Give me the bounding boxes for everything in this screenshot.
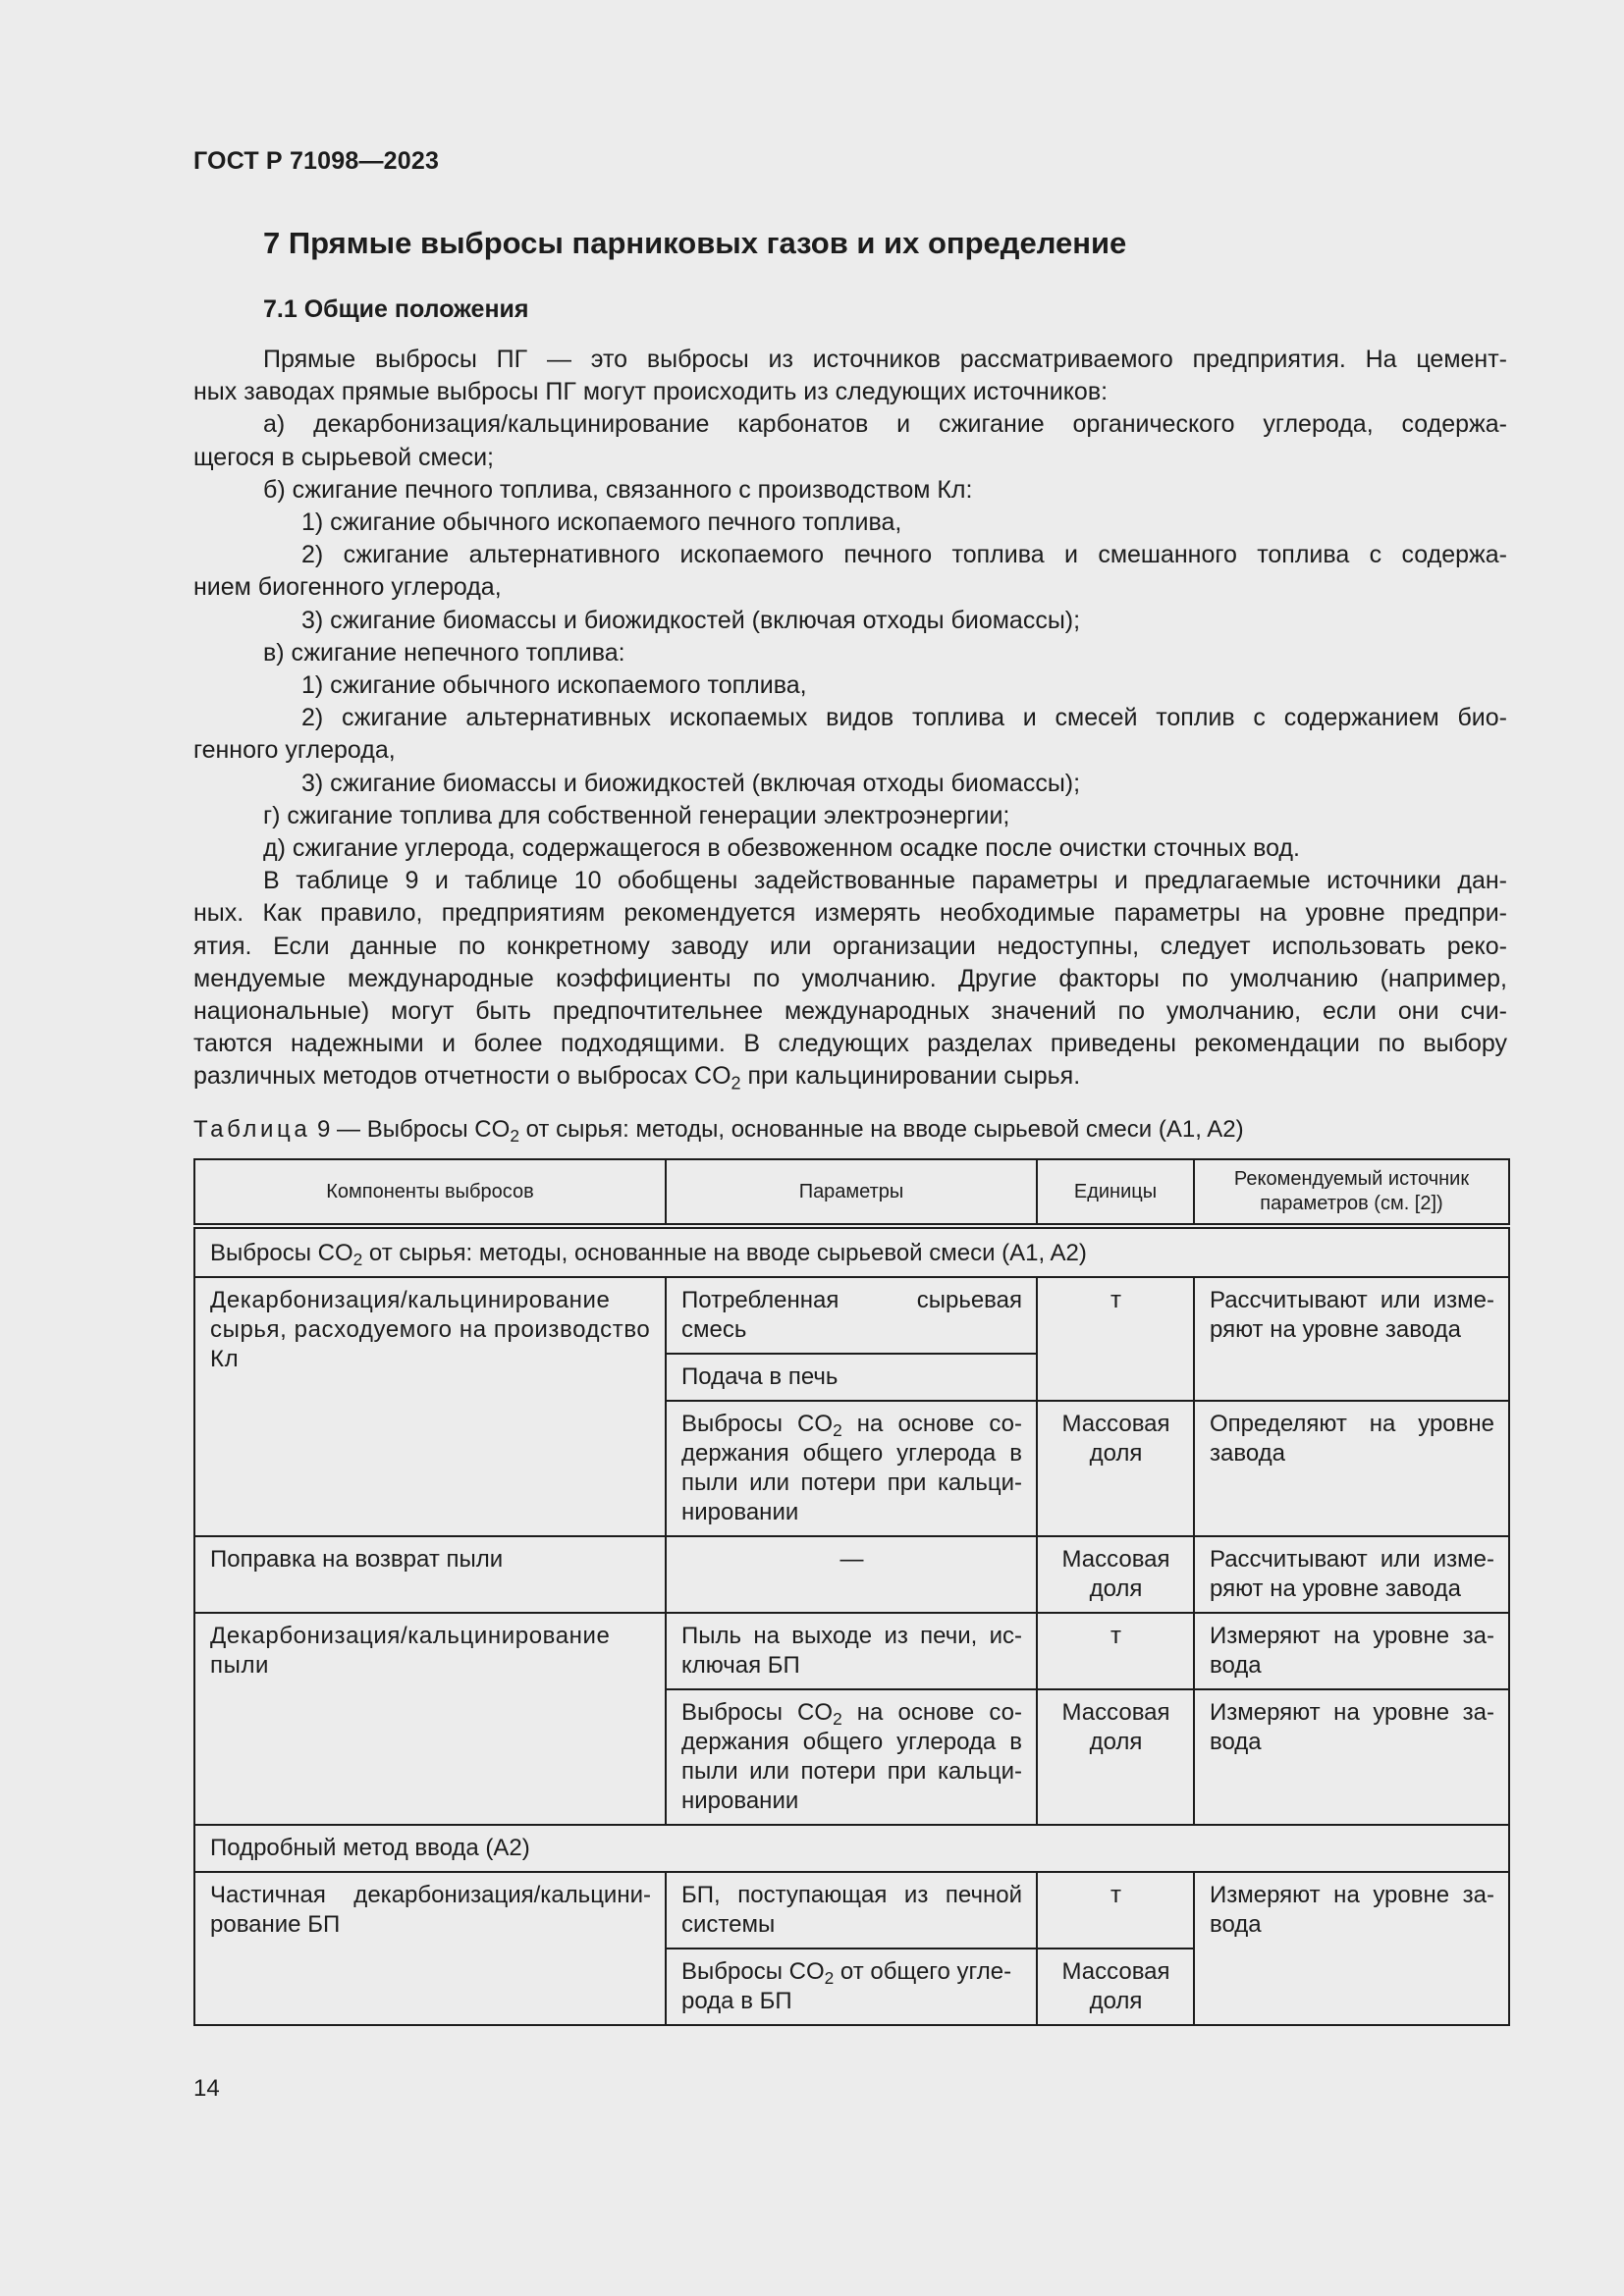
unit-cell: Массовая доля [1037, 1949, 1194, 2025]
list-item-a: а) декарбонизация/кальцинирование карбонатов и сжигание органического углерода, содержа- [263, 410, 1507, 439]
parameter-cell: Подача в печь [666, 1354, 1037, 1401]
source-cell: Измеряют на уровне за-вода [1194, 1872, 1509, 2025]
parameter-cell: Потребленная сырьевая смесь [666, 1277, 1037, 1354]
list-item-c1: 1) сжигание обычного ископаемого топлива, [301, 671, 807, 700]
parameter-cell [666, 1949, 1037, 2025]
unit-cell: Массовая доля [1037, 1536, 1194, 1613]
page-number: 14 [193, 2075, 220, 2102]
list-item-b2-cont: нием биогенного углерода, [193, 573, 502, 602]
header-parameters: Параметры [666, 1159, 1037, 1226]
paragraph-line: национальные) могут быть предпочтительнее международных значений по умолчанию, если они счи- [193, 997, 1507, 1026]
table-caption-label: Таблица [193, 1116, 311, 1143]
table-caption-dash: — [337, 1116, 361, 1143]
table-row [194, 1872, 1509, 1949]
table-row [194, 1277, 1509, 1354]
parameter-cell: Пыль на выходе из печи, ис-ключая БП [666, 1613, 1037, 1689]
list-item-c2-cont: генного углерода, [193, 736, 396, 765]
header-components: Компоненты выбросов [194, 1159, 666, 1226]
text-run: от общего угле-рода в БП [681, 1958, 1012, 2014]
table-span-row [194, 1226, 1509, 1277]
paragraph-line: таются надежными и более подходящими. В следующих разделах приведены рекомендации по выбору [193, 1030, 1507, 1058]
subscript: 2 [833, 1709, 842, 1730]
unit-cell: т [1037, 1872, 1194, 1949]
list-item-c: в) сжигание непечного топлива: [263, 638, 625, 667]
component-cell: Частичная декарбонизация/кальцини-рование БП [194, 1872, 666, 2025]
subscript: 2 [510, 1126, 519, 1147]
subscript: 2 [731, 1073, 741, 1094]
span-row-cell [194, 1226, 1509, 1277]
source-cell: Измеряют на уровне за-вода [1194, 1689, 1509, 1825]
unit-cell: Массовая доля [1037, 1689, 1194, 1825]
list-item-b: б) сжигание печного топлива, связанного с производством Кл: [263, 475, 973, 504]
source-cell: Рассчитывают или изме-ряют на уровне завода [1194, 1536, 1509, 1613]
component-cell: Декарбонизация/кальцинирование пыли [194, 1613, 666, 1825]
text-run: при кальцинировании сырья. [740, 1062, 1081, 1091]
paragraph-line: мендуемые международные коэффициенты по умолчанию. Другие факторы по умолчанию (например, [193, 964, 1507, 992]
source-cell: Рассчитывают или изме-ряют на уровне завода [1194, 1277, 1509, 1401]
emissions-table [193, 1158, 1510, 2026]
list-item-a-cont: щегося в сырьевой смеси; [193, 443, 494, 471]
parameter-cell [666, 1401, 1037, 1536]
running-header: ГОСТ Р 71098—2023 [193, 147, 440, 175]
subscript: 2 [824, 1968, 835, 1989]
paragraph-line: ных заводах прямые выбросы ПГ могут происходить из следующих источников: [193, 378, 1109, 406]
parameter-cell: БП, поступающая из печной системы [666, 1872, 1037, 1949]
unit-cell: т [1037, 1277, 1194, 1401]
table-row [194, 1536, 1509, 1613]
component-cell: Поправка на возврат пыли [194, 1536, 666, 1613]
header-units: Единицы [1037, 1159, 1194, 1226]
text-run: Выбросы CO [681, 1958, 825, 1985]
header-source-line: параметров (см. [2]) [1260, 1193, 1443, 1214]
list-item-c2: 2) сжигание альтернативных ископаемых видов топлива и смесей топлив с содержанием био- [301, 704, 1507, 732]
list-item-c3: 3) сжигание биомассы и биожидкостей (включая отходы биомассы); [301, 769, 1081, 797]
paragraph-line: ятия. Если данные по конкретному заводу или организации недоступны, следует использовать реко- [193, 932, 1507, 960]
text-run: на основе со-держания общего углерода в пыли или потери при кальци-нировании [681, 1699, 1022, 1814]
header-source-line: Рекомендуемый источник [1233, 1168, 1470, 1190]
list-item-b1: 1) сжигание обычного ископаемого печного топлива, [301, 508, 902, 537]
table-caption [193, 1116, 1244, 1147]
paragraph-line: ных. Как правило, предприятиям рекомендуется измерять необходимые параметры на уровне предпри- [193, 899, 1507, 928]
table-caption-number: 9 [316, 1116, 331, 1143]
text-run: Выбросы CO [681, 1699, 834, 1726]
unit-cell: Массовая доля [1037, 1401, 1194, 1536]
span-row-cell: Подробный метод ввода (A2) [194, 1825, 1509, 1872]
table-span-row [194, 1825, 1509, 1872]
unit-cell: т [1037, 1613, 1194, 1689]
text-run: от сырья: методы, основанные на вводе сырьевой смеси (A1, A2) [518, 1116, 1244, 1143]
header-source [1194, 1159, 1509, 1226]
parameter-cell [666, 1689, 1037, 1825]
table-row [194, 1613, 1509, 1689]
source-cell: Измеряют на уровне за-вода [1194, 1613, 1509, 1689]
paragraph-line [193, 1060, 1507, 1093]
list-item-b3: 3) сжигание биомассы и биожидкостей (включая отходы биомассы); [301, 606, 1081, 634]
list-item-d: г) сжигание топлива для собственной генерации электроэнергии; [263, 801, 1010, 829]
text-run: Выбросы CO [210, 1240, 353, 1266]
text-run: на основе со-держания общего углерода в пыли или потери при кальци-нировании [681, 1411, 1022, 1525]
text-run: от сырья: методы, основанные на вводе сырьевой смеси (A1, A2) [362, 1240, 1087, 1266]
subsection-title: 7.1 Общие положения [263, 295, 529, 323]
body-text [193, 344, 1507, 1094]
paragraph-line: Прямые выбросы ПГ — это выбросы из источников рассматриваемого предприятия. На цемент- [263, 346, 1507, 373]
subscript: 2 [352, 1250, 363, 1270]
subscript: 2 [833, 1420, 842, 1441]
text-run: Выбросы CO [366, 1116, 511, 1143]
paragraph-line: В таблице 9 и таблице 10 обобщены задействованные параметры и предлагаемые источники дан- [263, 867, 1507, 895]
section-title: 7 Прямые выбросы парниковых газов и их определение [263, 226, 1127, 260]
text-run: Выбросы CO [681, 1411, 834, 1437]
source-cell: Определяют на уровне завода [1194, 1401, 1509, 1536]
table-header-row [194, 1159, 1509, 1226]
list-item-e: д) сжигание углерода, содержащегося в обезвоженном осадке после очистки сточных вод. [263, 834, 1300, 863]
parameter-cell: — [666, 1536, 1037, 1613]
list-item-b2: 2) сжигание альтернативного ископаемого печного топлива и смешанного топлива с содержа- [301, 541, 1507, 569]
component-cell: Декарбонизация/кальцинирование сырья, расходуемого на производство Кл [194, 1277, 666, 1536]
text-run: различных методов отчетности о выбросах CO [193, 1062, 731, 1091]
